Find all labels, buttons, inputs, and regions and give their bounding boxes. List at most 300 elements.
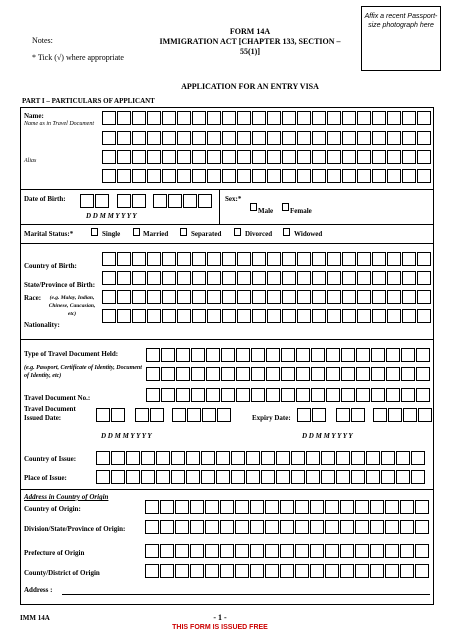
char-box[interactable] xyxy=(237,309,251,323)
char-box[interactable] xyxy=(146,388,160,402)
char-box[interactable] xyxy=(282,252,296,266)
char-box[interactable] xyxy=(150,408,164,422)
char-box[interactable] xyxy=(327,131,341,145)
char-box[interactable] xyxy=(327,252,341,266)
char-box[interactable] xyxy=(327,309,341,323)
char-box[interactable] xyxy=(280,520,294,534)
char-box[interactable] xyxy=(235,544,249,558)
char-box[interactable] xyxy=(220,500,234,514)
char-box[interactable] xyxy=(251,367,265,381)
char-box[interactable] xyxy=(201,470,215,484)
char-box[interactable] xyxy=(187,408,201,422)
char-box[interactable] xyxy=(222,290,236,304)
char-box[interactable] xyxy=(252,150,266,164)
char-box[interactable] xyxy=(207,150,221,164)
char-box[interactable] xyxy=(340,500,354,514)
char-box[interactable] xyxy=(357,271,371,285)
char-box[interactable] xyxy=(153,194,167,208)
address-line[interactable] xyxy=(62,594,430,595)
char-box[interactable] xyxy=(355,520,369,534)
char-box[interactable] xyxy=(102,290,116,304)
char-box[interactable] xyxy=(342,169,356,183)
char-box[interactable] xyxy=(372,309,386,323)
char-box[interactable] xyxy=(282,150,296,164)
char-box[interactable] xyxy=(400,564,414,578)
char-box[interactable] xyxy=(192,131,206,145)
char-box[interactable] xyxy=(276,451,290,465)
prefecture-row[interactable] xyxy=(145,544,430,558)
char-box[interactable] xyxy=(111,408,125,422)
char-box[interactable] xyxy=(311,388,325,402)
char-box[interactable] xyxy=(403,408,417,422)
char-box[interactable] xyxy=(217,408,231,422)
char-box[interactable] xyxy=(366,470,380,484)
char-box[interactable] xyxy=(312,252,326,266)
char-box[interactable] xyxy=(251,388,265,402)
char-box[interactable] xyxy=(402,271,416,285)
char-box[interactable] xyxy=(190,564,204,578)
name-row-2[interactable] xyxy=(102,131,432,145)
char-box[interactable] xyxy=(327,111,341,125)
char-box[interactable] xyxy=(415,520,429,534)
char-box[interactable] xyxy=(295,564,309,578)
char-box[interactable] xyxy=(386,388,400,402)
travel-doc-type-row[interactable] xyxy=(146,348,431,362)
char-box[interactable] xyxy=(117,169,131,183)
char-box[interactable] xyxy=(261,470,275,484)
char-box[interactable] xyxy=(372,111,386,125)
char-box[interactable] xyxy=(235,520,249,534)
char-box[interactable] xyxy=(237,169,251,183)
char-box[interactable] xyxy=(381,470,395,484)
char-box[interactable] xyxy=(280,500,294,514)
char-box[interactable] xyxy=(177,252,191,266)
char-box[interactable] xyxy=(387,131,401,145)
char-box[interactable] xyxy=(205,544,219,558)
char-box[interactable] xyxy=(161,367,175,381)
char-box[interactable] xyxy=(237,111,251,125)
char-box[interactable] xyxy=(145,544,159,558)
char-box[interactable] xyxy=(177,271,191,285)
char-box[interactable] xyxy=(402,169,416,183)
char-box[interactable] xyxy=(267,309,281,323)
char-box[interactable] xyxy=(160,564,174,578)
char-box[interactable] xyxy=(386,348,400,362)
char-box[interactable] xyxy=(102,271,116,285)
char-box[interactable] xyxy=(340,544,354,558)
char-box[interactable] xyxy=(231,451,245,465)
char-box[interactable] xyxy=(356,388,370,402)
char-box[interactable] xyxy=(222,150,236,164)
char-box[interactable] xyxy=(146,348,160,362)
char-box[interactable] xyxy=(117,111,131,125)
char-box[interactable] xyxy=(385,500,399,514)
char-box[interactable] xyxy=(265,564,279,578)
char-box[interactable] xyxy=(175,500,189,514)
char-box[interactable] xyxy=(132,150,146,164)
char-box[interactable] xyxy=(312,271,326,285)
char-box[interactable] xyxy=(351,408,365,422)
char-box[interactable] xyxy=(176,348,190,362)
char-box[interactable] xyxy=(186,451,200,465)
char-box[interactable] xyxy=(267,150,281,164)
char-box[interactable] xyxy=(297,290,311,304)
char-box[interactable] xyxy=(171,451,185,465)
char-box[interactable] xyxy=(250,544,264,558)
char-box[interactable] xyxy=(280,564,294,578)
char-box[interactable] xyxy=(356,348,370,362)
char-box[interactable] xyxy=(296,388,310,402)
char-box[interactable] xyxy=(310,544,324,558)
char-box[interactable] xyxy=(396,470,410,484)
char-box[interactable] xyxy=(192,150,206,164)
char-box[interactable] xyxy=(351,451,365,465)
char-box[interactable] xyxy=(267,290,281,304)
char-box[interactable] xyxy=(168,194,182,208)
char-box[interactable] xyxy=(175,544,189,558)
char-box[interactable] xyxy=(132,169,146,183)
char-box[interactable] xyxy=(282,131,296,145)
char-box[interactable] xyxy=(102,111,116,125)
char-box[interactable] xyxy=(265,500,279,514)
char-box[interactable] xyxy=(222,252,236,266)
char-box[interactable] xyxy=(312,111,326,125)
char-box[interactable] xyxy=(340,520,354,534)
place-of-issue-row[interactable] xyxy=(96,470,426,484)
char-box[interactable] xyxy=(400,520,414,534)
char-box[interactable] xyxy=(235,500,249,514)
char-box[interactable] xyxy=(411,470,425,484)
char-box[interactable] xyxy=(252,169,266,183)
char-box[interactable] xyxy=(402,131,416,145)
char-box[interactable] xyxy=(117,150,131,164)
char-box[interactable] xyxy=(141,451,155,465)
char-box[interactable] xyxy=(237,131,251,145)
race-row[interactable] xyxy=(102,290,432,304)
char-box[interactable] xyxy=(102,150,116,164)
char-box[interactable] xyxy=(310,520,324,534)
char-box[interactable] xyxy=(250,520,264,534)
char-box[interactable] xyxy=(222,111,236,125)
char-box[interactable] xyxy=(351,470,365,484)
char-box[interactable] xyxy=(372,271,386,285)
char-box[interactable] xyxy=(417,111,431,125)
char-box[interactable] xyxy=(372,252,386,266)
char-box[interactable] xyxy=(192,290,206,304)
char-box[interactable] xyxy=(175,564,189,578)
char-box[interactable] xyxy=(281,348,295,362)
char-box[interactable] xyxy=(147,150,161,164)
char-box[interactable] xyxy=(415,500,429,514)
char-box[interactable] xyxy=(387,290,401,304)
char-box[interactable] xyxy=(161,388,175,402)
char-box[interactable] xyxy=(370,564,384,578)
char-box[interactable] xyxy=(417,169,431,183)
char-box[interactable] xyxy=(267,252,281,266)
marital-married-checkbox[interactable] xyxy=(133,228,140,236)
char-box[interactable] xyxy=(327,169,341,183)
char-box[interactable] xyxy=(297,271,311,285)
char-box[interactable] xyxy=(222,309,236,323)
char-box[interactable] xyxy=(357,111,371,125)
char-box[interactable] xyxy=(192,169,206,183)
char-box[interactable] xyxy=(162,111,176,125)
char-box[interactable] xyxy=(401,367,415,381)
char-box[interactable] xyxy=(132,111,146,125)
char-box[interactable] xyxy=(342,150,356,164)
char-box[interactable] xyxy=(355,564,369,578)
char-box[interactable] xyxy=(207,271,221,285)
char-box[interactable] xyxy=(192,252,206,266)
char-box[interactable] xyxy=(282,309,296,323)
char-box[interactable] xyxy=(246,470,260,484)
char-box[interactable] xyxy=(221,348,235,362)
char-box[interactable] xyxy=(201,451,215,465)
char-box[interactable] xyxy=(366,451,380,465)
char-box[interactable] xyxy=(220,520,234,534)
char-box[interactable] xyxy=(356,367,370,381)
char-box[interactable] xyxy=(175,520,189,534)
char-box[interactable] xyxy=(297,150,311,164)
char-box[interactable] xyxy=(145,520,159,534)
char-box[interactable] xyxy=(311,348,325,362)
char-box[interactable] xyxy=(385,544,399,558)
char-box[interactable] xyxy=(296,348,310,362)
char-box[interactable] xyxy=(162,309,176,323)
char-box[interactable] xyxy=(102,309,116,323)
char-box[interactable] xyxy=(336,451,350,465)
char-box[interactable] xyxy=(386,367,400,381)
char-box[interactable] xyxy=(236,388,250,402)
travel-doc-type-row-2[interactable] xyxy=(146,367,431,381)
char-box[interactable] xyxy=(102,252,116,266)
char-box[interactable] xyxy=(266,348,280,362)
char-box[interactable] xyxy=(388,408,402,422)
char-box[interactable] xyxy=(417,131,431,145)
photo-box[interactable]: Affix a recent Passport-size photograph here xyxy=(361,6,441,71)
char-box[interactable] xyxy=(237,150,251,164)
char-box[interactable] xyxy=(117,131,131,145)
char-box[interactable] xyxy=(415,564,429,578)
char-box[interactable] xyxy=(145,500,159,514)
char-box[interactable] xyxy=(357,169,371,183)
char-box[interactable] xyxy=(325,564,339,578)
char-box[interactable] xyxy=(297,408,311,422)
char-box[interactable] xyxy=(147,169,161,183)
char-box[interactable] xyxy=(96,408,110,422)
char-box[interactable] xyxy=(387,169,401,183)
char-box[interactable] xyxy=(111,451,125,465)
char-box[interactable] xyxy=(177,290,191,304)
char-box[interactable] xyxy=(297,131,311,145)
char-box[interactable] xyxy=(321,470,335,484)
char-box[interactable] xyxy=(387,271,401,285)
char-box[interactable] xyxy=(190,544,204,558)
char-box[interactable] xyxy=(400,500,414,514)
char-box[interactable] xyxy=(312,169,326,183)
char-box[interactable] xyxy=(267,131,281,145)
char-box[interactable] xyxy=(417,252,431,266)
char-box[interactable] xyxy=(372,131,386,145)
char-box[interactable] xyxy=(205,564,219,578)
char-box[interactable] xyxy=(147,111,161,125)
char-box[interactable] xyxy=(205,500,219,514)
char-box[interactable] xyxy=(370,500,384,514)
char-box[interactable] xyxy=(177,309,191,323)
char-box[interactable] xyxy=(252,111,266,125)
marital-single-checkbox[interactable] xyxy=(91,228,98,236)
char-box[interactable] xyxy=(216,470,230,484)
expiry-day[interactable] xyxy=(297,408,327,422)
char-box[interactable] xyxy=(202,408,216,422)
char-box[interactable] xyxy=(117,309,131,323)
char-box[interactable] xyxy=(342,131,356,145)
issued-year[interactable] xyxy=(172,408,232,422)
char-box[interactable] xyxy=(192,309,206,323)
alias-row-2[interactable] xyxy=(102,169,432,183)
char-box[interactable] xyxy=(147,252,161,266)
sex-male-checkbox[interactable] xyxy=(250,203,257,211)
char-box[interactable] xyxy=(402,290,416,304)
char-box[interactable] xyxy=(342,309,356,323)
char-box[interactable] xyxy=(141,470,155,484)
char-box[interactable] xyxy=(237,290,251,304)
char-box[interactable] xyxy=(357,290,371,304)
char-box[interactable] xyxy=(401,348,415,362)
char-box[interactable] xyxy=(280,544,294,558)
char-box[interactable] xyxy=(355,544,369,558)
char-box[interactable] xyxy=(235,564,249,578)
char-box[interactable] xyxy=(372,169,386,183)
sex-female-checkbox[interactable] xyxy=(282,203,289,211)
char-box[interactable] xyxy=(220,564,234,578)
char-box[interactable] xyxy=(341,367,355,381)
char-box[interactable] xyxy=(207,111,221,125)
char-box[interactable] xyxy=(162,169,176,183)
char-box[interactable] xyxy=(297,252,311,266)
char-box[interactable] xyxy=(321,451,335,465)
char-box[interactable] xyxy=(325,500,339,514)
char-box[interactable] xyxy=(396,451,410,465)
char-box[interactable] xyxy=(357,252,371,266)
char-box[interactable] xyxy=(146,367,160,381)
char-box[interactable] xyxy=(250,564,264,578)
char-box[interactable] xyxy=(418,408,432,422)
char-box[interactable] xyxy=(162,150,176,164)
char-box[interactable] xyxy=(191,348,205,362)
county-row[interactable] xyxy=(145,564,430,578)
char-box[interactable] xyxy=(402,252,416,266)
char-box[interactable] xyxy=(236,367,250,381)
char-box[interactable] xyxy=(402,309,416,323)
char-box[interactable] xyxy=(161,348,175,362)
char-box[interactable] xyxy=(132,271,146,285)
char-box[interactable] xyxy=(402,150,416,164)
char-box[interactable] xyxy=(147,290,161,304)
char-box[interactable] xyxy=(387,252,401,266)
char-box[interactable] xyxy=(117,194,131,208)
char-box[interactable] xyxy=(147,271,161,285)
char-box[interactable] xyxy=(156,451,170,465)
char-box[interactable] xyxy=(266,367,280,381)
char-box[interactable] xyxy=(117,271,131,285)
char-box[interactable] xyxy=(267,111,281,125)
char-box[interactable] xyxy=(192,111,206,125)
char-box[interactable] xyxy=(252,252,266,266)
char-box[interactable] xyxy=(162,131,176,145)
char-box[interactable] xyxy=(372,150,386,164)
char-box[interactable] xyxy=(162,252,176,266)
char-box[interactable] xyxy=(96,470,110,484)
dob-day[interactable] xyxy=(80,194,110,208)
char-box[interactable] xyxy=(326,348,340,362)
char-box[interactable] xyxy=(306,470,320,484)
char-box[interactable] xyxy=(191,367,205,381)
char-box[interactable] xyxy=(252,290,266,304)
expiry-month[interactable] xyxy=(336,408,366,422)
char-box[interactable] xyxy=(342,111,356,125)
char-box[interactable] xyxy=(325,520,339,534)
char-box[interactable] xyxy=(207,309,221,323)
char-box[interactable] xyxy=(415,544,429,558)
char-box[interactable] xyxy=(207,169,221,183)
dob-year[interactable] xyxy=(153,194,213,208)
char-box[interactable] xyxy=(132,194,146,208)
char-box[interactable] xyxy=(281,367,295,381)
char-box[interactable] xyxy=(342,290,356,304)
char-box[interactable] xyxy=(207,290,221,304)
char-box[interactable] xyxy=(221,367,235,381)
char-box[interactable] xyxy=(357,131,371,145)
char-box[interactable] xyxy=(291,470,305,484)
char-box[interactable] xyxy=(310,500,324,514)
division-origin-row[interactable] xyxy=(145,520,430,534)
char-box[interactable] xyxy=(341,348,355,362)
char-box[interactable] xyxy=(312,150,326,164)
char-box[interactable] xyxy=(251,348,265,362)
char-box[interactable] xyxy=(267,271,281,285)
char-box[interactable] xyxy=(370,544,384,558)
char-box[interactable] xyxy=(282,169,296,183)
marital-widowed-checkbox[interactable] xyxy=(283,228,290,236)
country-of-birth-row[interactable] xyxy=(102,252,432,266)
char-box[interactable] xyxy=(341,388,355,402)
char-box[interactable] xyxy=(295,500,309,514)
char-box[interactable] xyxy=(160,500,174,514)
char-box[interactable] xyxy=(221,388,235,402)
char-box[interactable] xyxy=(312,290,326,304)
char-box[interactable] xyxy=(252,309,266,323)
char-box[interactable] xyxy=(111,470,125,484)
char-box[interactable] xyxy=(325,544,339,558)
char-box[interactable] xyxy=(282,271,296,285)
char-box[interactable] xyxy=(370,520,384,534)
char-box[interactable] xyxy=(191,388,205,402)
char-box[interactable] xyxy=(261,451,275,465)
char-box[interactable] xyxy=(373,408,387,422)
char-box[interactable] xyxy=(132,131,146,145)
char-box[interactable] xyxy=(190,520,204,534)
char-box[interactable] xyxy=(297,309,311,323)
char-box[interactable] xyxy=(265,520,279,534)
char-box[interactable] xyxy=(326,388,340,402)
char-box[interactable] xyxy=(192,271,206,285)
char-box[interactable] xyxy=(205,520,219,534)
char-box[interactable] xyxy=(327,150,341,164)
char-box[interactable] xyxy=(207,252,221,266)
char-box[interactable] xyxy=(246,451,260,465)
char-box[interactable] xyxy=(176,367,190,381)
